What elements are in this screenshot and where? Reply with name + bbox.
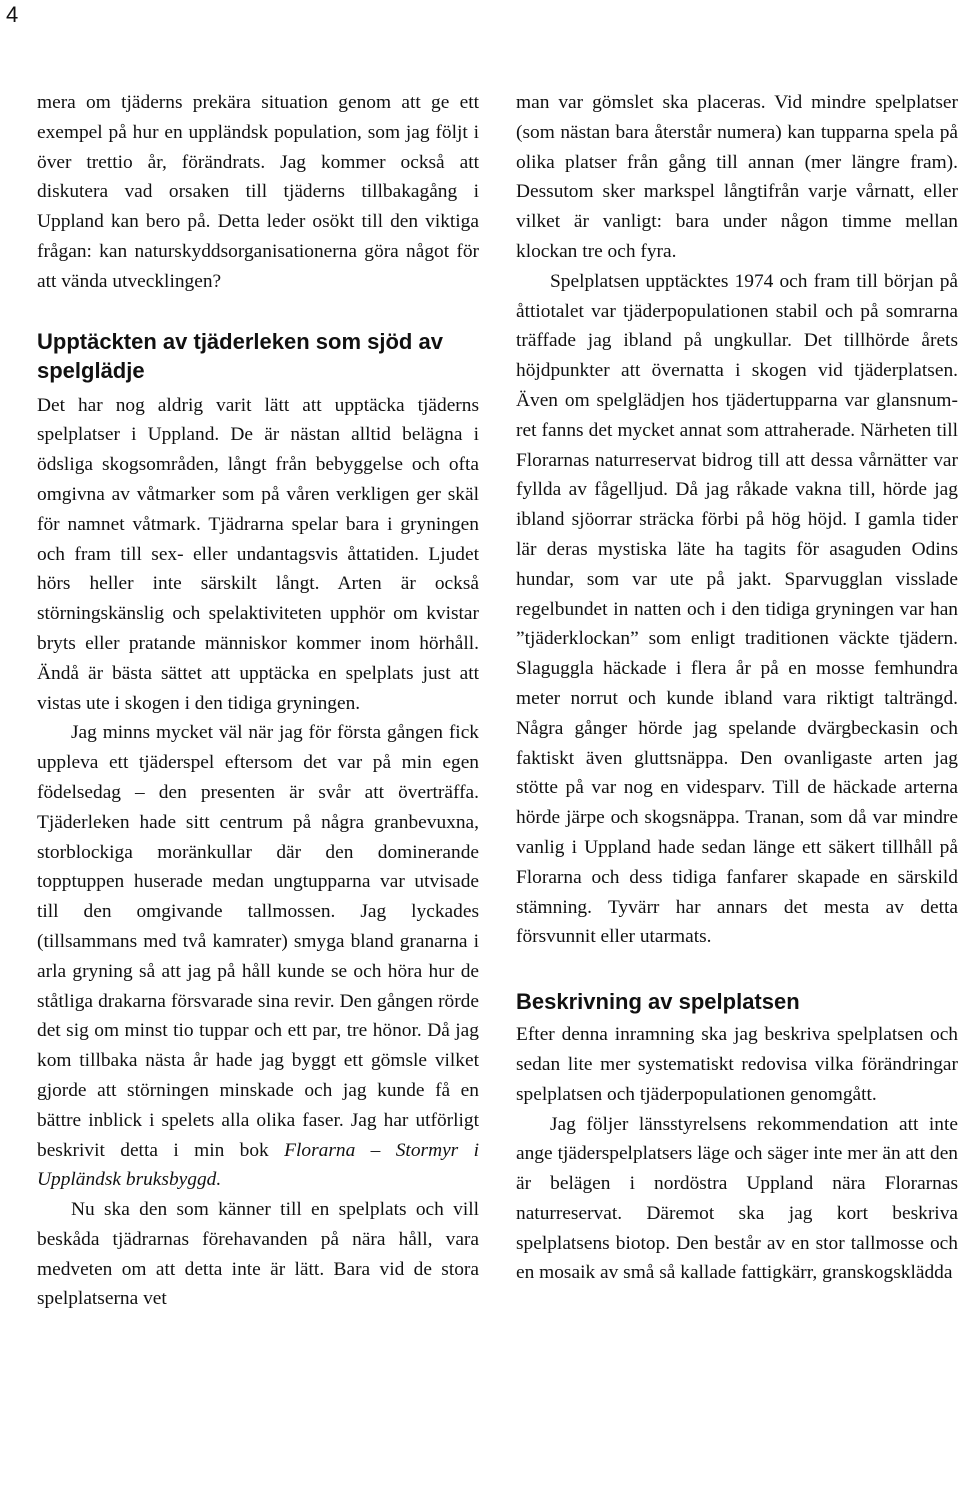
left-paragraph-3-text: Jag minns mycket väl när jag för första gången fick uppleva ett tjäderspel eftersom det var på min egen födelsedag – den presenten är svår att överträffa. Tjäderleken hade sitt centrum på några granbevuxna, storblockiga moränkullar där den dominerande topptuppen huserade medan ungtupparna var utvisade till den omgivande tallmossen. Jag lyckades (tillsammans med två kamrater) smyga bland granarna i arla gryning så att jag på håll kunde se och höra hur de ståtliga drakarna försvarade sina revir. Den gången rörde det sig om minst tio tuppar och ett par, tre hönor. Då jag kom tillbaka nästa år hade jag byggt ett gömsle vilket gjorde att störningen minskade och jag kunde få en bättre inblick i spelets alla olika faser. Jag har utförligt beskrivit detta i min bok bbox=[37, 722, 479, 1161]
right-column bbox=[516, 88, 958, 1288]
right-paragraph-2: Spelplatsen upptäcktes 1974 och fram till början på åttiotalet var tjäderpopulationen stabil och på somrarna träffade jag ibland på ungkullar. Det tillhörde årets höjdpunkter att övernatta i skogen vid tjäderplatsen. Även om spelglädjen hos tjädertupparna var glansnumret fanns det mycket annat som attraherade. Närheten till Florarnas naturreservat bidrog till att dessa vårnätter var fyllda av fågelljud. Då jag råkade vakna till, hörde jag ibland sjöorrar sträcka förbi på hög höjd. I gamla tider lär deras mystiska läte ha tagits för asaguden Odins hundar, som var ute på jakt. Sparvugglan visslade regelbundet in natten och i den tidiga gryningen var han ”tjäderklockan” som enligt traditionen väckte tjädern. Slaguggla häckade i flera år på en mosse femhundra meter norrut och kunde ibland vara riktigt talträngd. Några gånger hörde jag spelande dvärgbeckasin och faktiskt även gluttsnäppa. Den ovanligaste arten jag stötte på var nog en videsparv. Till de häckade arterna hörde järpe och skogsnäppa. Tranan, som då var mindre vanlig i Uppland hade sedan länge ett säkert tillhåll på Florarna och dess tidiga fanfarer skapade en särskild stämning. Tyvärr har annars det mesta av detta försvunnit eller utarmats. bbox=[516, 270, 958, 948]
section-heading-discovery: Upptäckten av tjäderleken som sjöd av spelglädje bbox=[37, 328, 443, 383]
left-paragraph-1: mera om tjäderns prekära situation genom att ge ett exempel på hur en uppländsk population, som jag följt i över trettio år, förändrats. Jag kommer också att diskutera vad orsaken till tjäderns tillbakagång i Uppland kan bero på. Detta leder osökt till den viktiga frågan: kan naturskyddsorganisationerna göra något för att vända utvecklingen? bbox=[37, 92, 479, 292]
left-paragraph-4: Nu ska den som känner till en spelplats och vill beskåda tjädrarnas förehavanden på nära håll, vara medveten om att detta inte är lätt. Bara vid de stora spelplatserna vet bbox=[37, 1199, 479, 1310]
left-paragraph-3 bbox=[37, 718, 479, 1195]
book-title: Florarna – Stormyr i Uppländsk bruksbyggd. bbox=[37, 1139, 480, 1191]
page-number: 4 bbox=[6, 2, 19, 27]
right-paragraph-4: Jag följer länsstyrelsens rekommendation att inte ange tjäderspelplatsers läge och säger inte mer än att den är belägen i nordöstra Uppland nära Florarnas naturreservat. Däremot ska jag kort beskriva spelplatsens biotop. Den består av en stor tallmosse och en mosaik av små så kallade fattigkärr, granskogsklädda bbox=[516, 1113, 958, 1284]
left-column bbox=[37, 88, 479, 1314]
right-paragraph-3: Efter denna inramning ska jag beskriva spelplatsen och sedan lite mer systematiskt redovisa vilka förändringar spelplatsen och tjäderpopulationen genomgått. bbox=[516, 1024, 958, 1105]
section-heading-description: Beskrivning av spelplatsen bbox=[516, 989, 800, 1015]
left-paragraph-2: Det har nog aldrig varit lätt att upptäcka tjäderns spelplatser i Uppland. De är nästan alltid belägna i ödsliga skogsområden, långt från bebyggelse och ofta omgivna av våtmarker som på våren verkligen ger skäl för namnet våtmark. Tjädrarna spelar bara i gryningen och fram till sex- eller undantagsvis åttatiden. Ljudet hörs heller inte särskilt långt. Arten är också störningskänslig och spelaktiviteten upphör om kvistar bryts eller pratande människor kommer inom hörhåll. Ändå är bästa sättet att upptäcka en spelplats just att vistas ute i skogen i den tidiga gryningen. bbox=[37, 394, 479, 714]
right-paragraph-1: man var gömslet ska placeras. Vid mindre spelplatser (som nästan bara återstår numera) kan tupparna spela på olika platser från gång till annan (mer längre fram). Dessutom sker markspel långtifrån varje vårnatt, eller vilket är vanligt: bara under någon timme mellan klockan tre och fyra. bbox=[516, 92, 958, 262]
